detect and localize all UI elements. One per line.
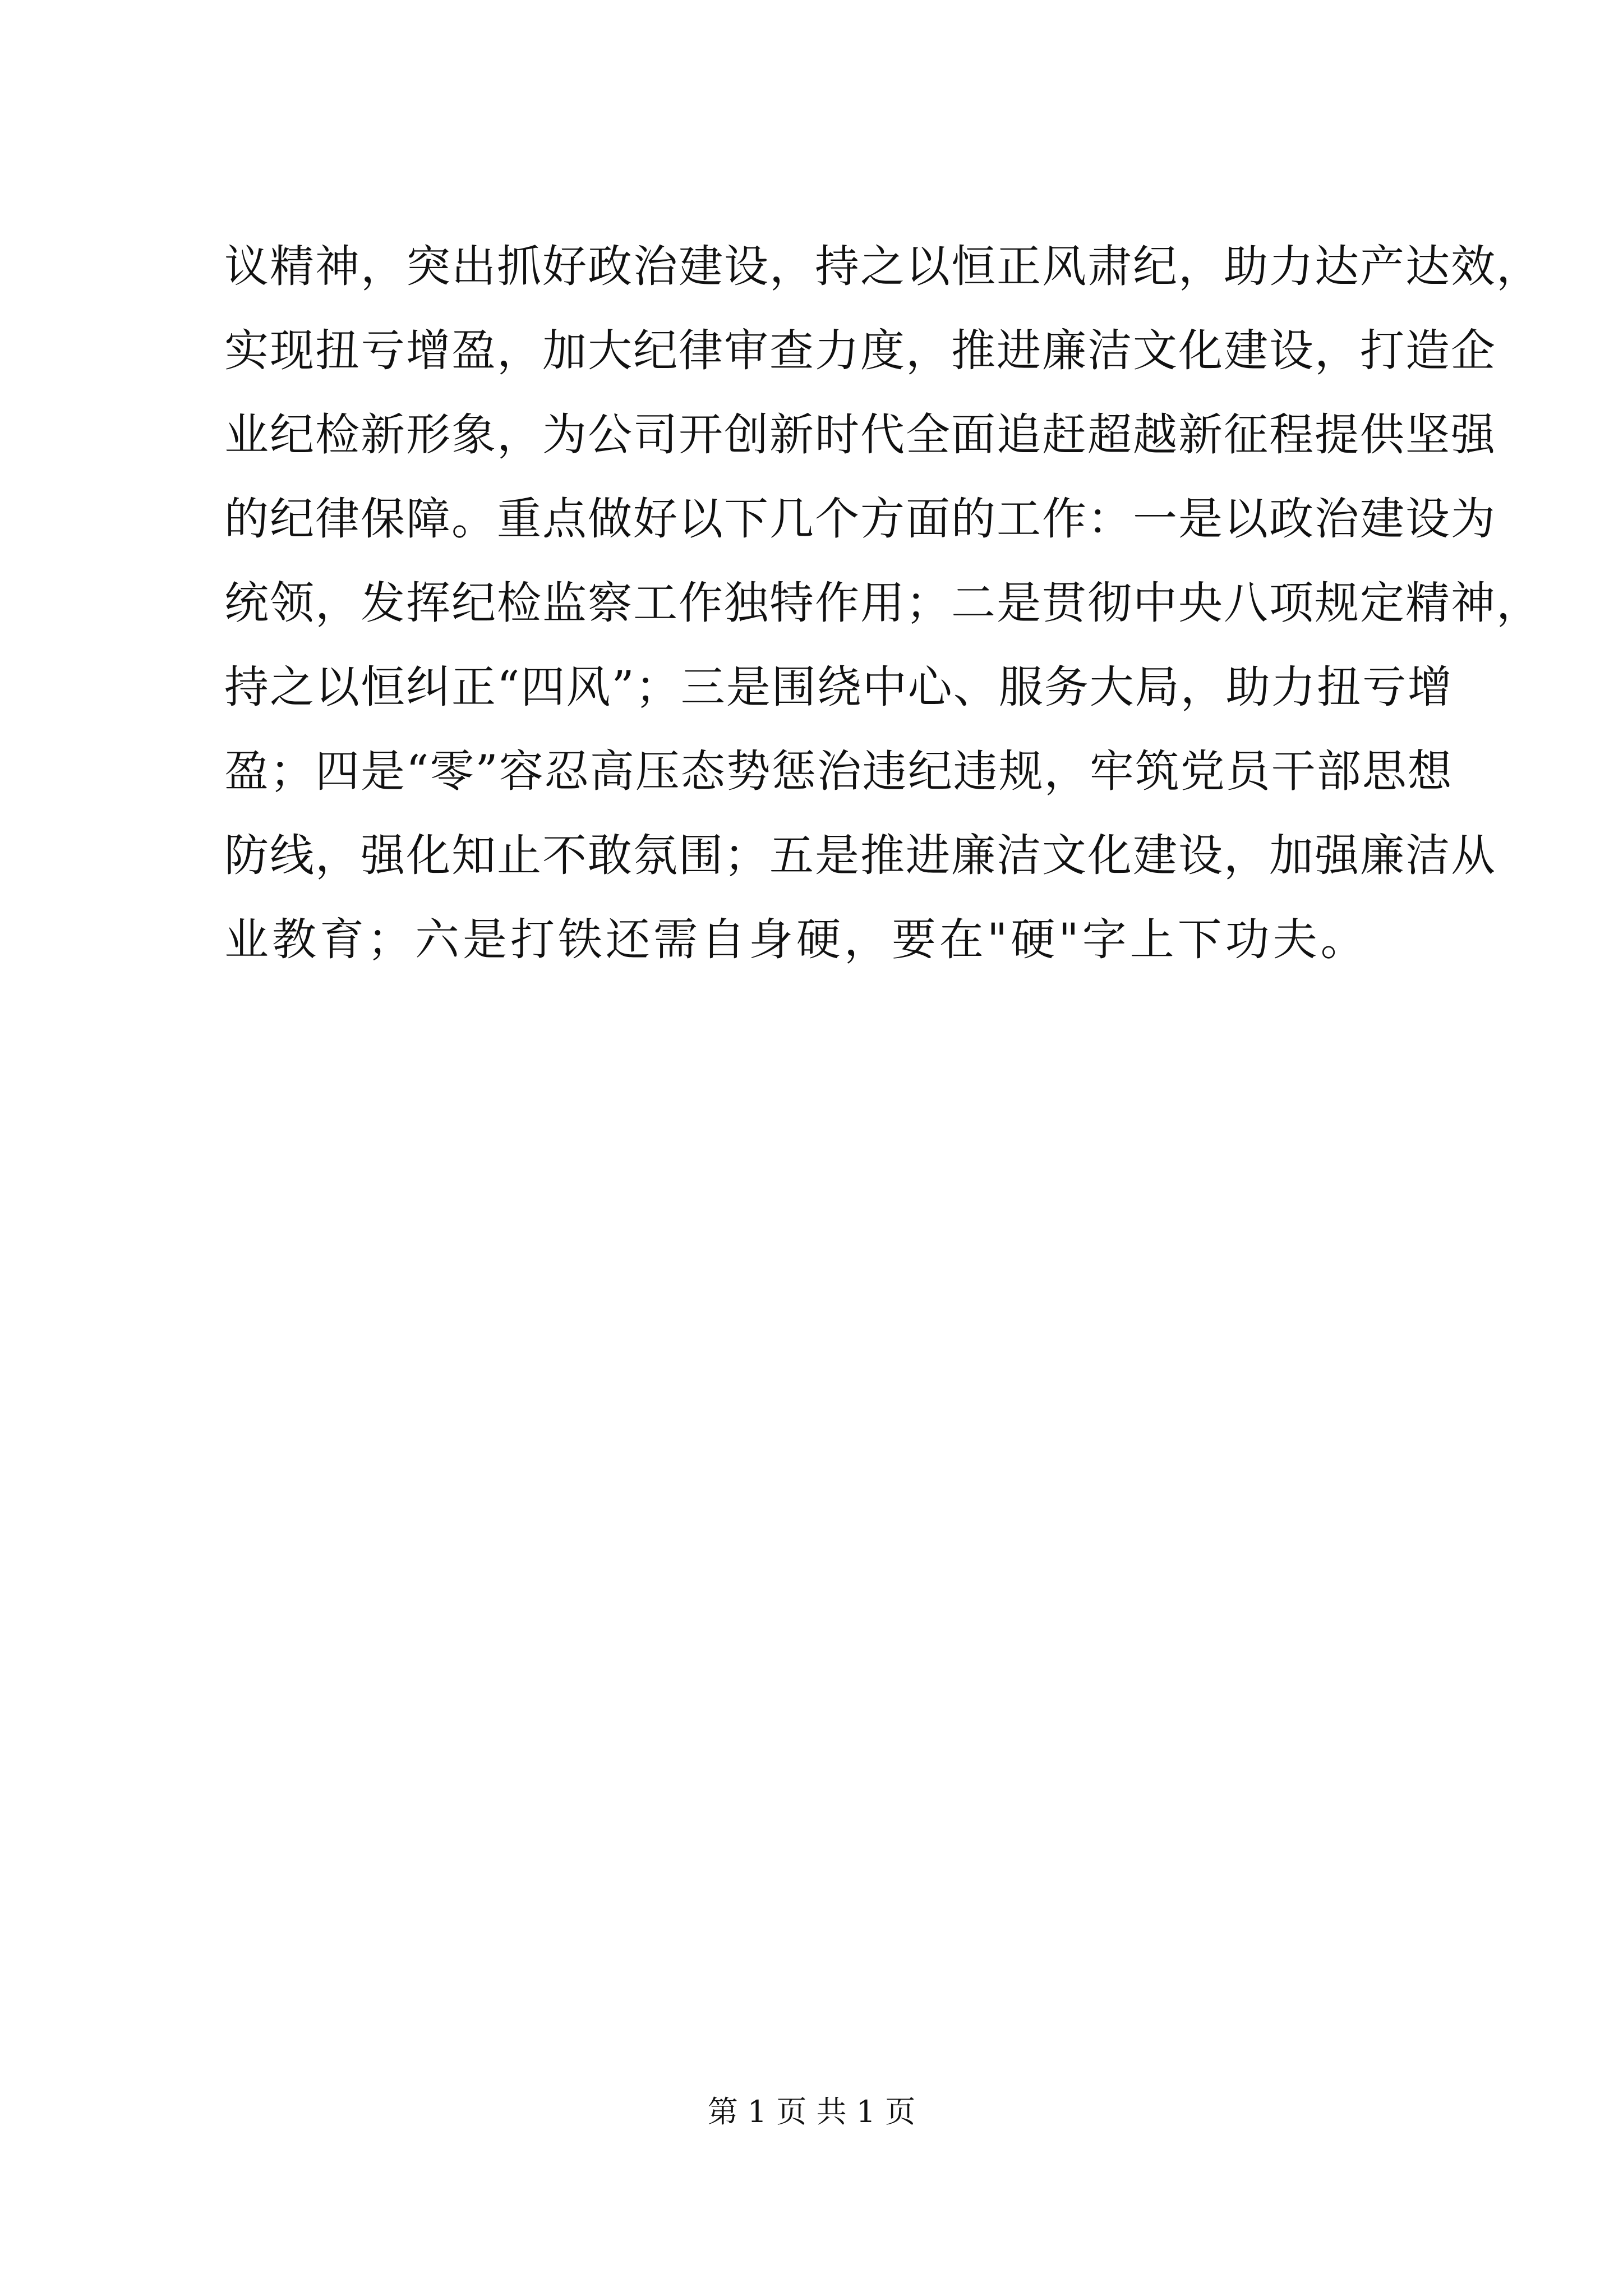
paragraph-line: 统领，发挥纪检监察工作独特作用；二是贯彻中央八项规定精神， xyxy=(224,577,1542,629)
paragraph-line: 持之以恒纠正“四风”；三是围绕中心、服务大局，助力扭亏增 xyxy=(224,661,1453,713)
page-footer xyxy=(0,2092,1623,2132)
page-number-label: 第 1 页 共 1 页 xyxy=(707,2094,916,2129)
paragraph-line: 议精神，突出抓好政治建设，持之以恒正风肃纪，助力达产达效， xyxy=(224,241,1542,292)
paragraph-line: 的纪律保障。重点做好以下几个方面的工作：一是以政治建设为 xyxy=(224,493,1496,545)
paragraph-line: 盈；四是“零”容忍高压态势惩治违纪违规，牢筑党员干部思想 xyxy=(224,746,1453,797)
paragraph-line: 业纪检新形象，为公司开创新时代全面追赶超越新征程提供坚强 xyxy=(224,409,1496,461)
body-paragraph xyxy=(224,224,1542,982)
paragraph-line: 防线，强化知止不敢氛围；五是推进廉洁文化建设，加强廉洁从 xyxy=(224,830,1496,881)
paragraph-line: 实现扭亏增盈，加大纪律审查力度，推进廉洁文化建设，打造企 xyxy=(224,325,1496,376)
paragraph-line: 业教育；六是打铁还需自身硬，要在"硬"字上下功夫。 xyxy=(224,914,1368,965)
